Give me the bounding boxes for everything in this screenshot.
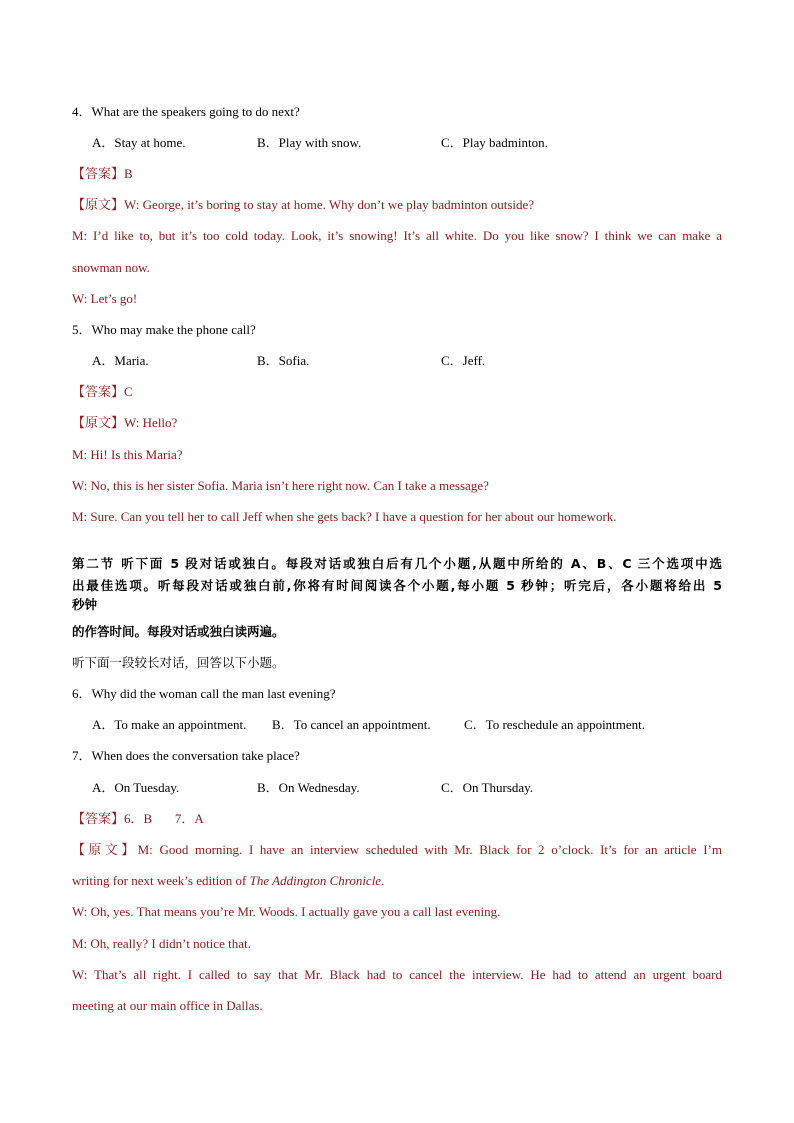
answer-value: C <box>124 384 133 399</box>
transcript-text: W: Hello? <box>124 415 178 430</box>
q6-7-transcript-line <box>72 873 384 889</box>
q6-option-c: C．To reschedule an appointment. <box>464 717 646 732</box>
q6-7-transcript-line: meeting at our main office in Dallas. <box>72 998 263 1013</box>
question-5-stem: 5．Who may make the phone call? <box>72 322 256 337</box>
section-2-heading-line: 秒钟 <box>72 597 98 612</box>
transcript-text: . <box>381 873 385 888</box>
q4-answer <box>72 166 133 182</box>
q4-transcript-line: W: Let’s go! <box>72 291 138 306</box>
q4-transcript-line: M: I’d like to, but it’s too cold today. Look, it’s snowing! It’s all white. Do you like snow? I think we can make a <box>72 228 722 243</box>
q6-7-answer <box>72 811 204 827</box>
q4-option-b: B．Play with snow. <box>257 135 362 150</box>
q7-option-a: A．On Tuesday. <box>92 780 180 795</box>
q6-7-transcript-line: W: Oh, yes. That means you’re Mr. Woods. I actually gave you a call last evening. <box>72 904 501 919</box>
q5-answer <box>72 384 133 400</box>
answer-tag: 【答案】 <box>72 166 125 181</box>
q5-option-b: B．Sofia. <box>257 353 310 368</box>
q4-option-a: A．Stay at home. <box>92 135 186 150</box>
q6-option-b: B．To cancel an appointment. <box>272 717 431 732</box>
answer-tag: 【答案】 <box>72 384 125 399</box>
q5-transcript-line: M: Sure. Can you tell her to call Jeff when she gets back? I have a question for her about our homework. <box>72 509 617 524</box>
transcript-tag: 【原文】 <box>72 415 125 430</box>
q6-7-transcript-line <box>72 842 722 858</box>
q5-transcript-line <box>72 415 177 431</box>
section-2-intro: 听下面一段较长对话，回答以下小题。 <box>72 655 285 670</box>
transcript-tag: 【原文】 <box>72 197 125 212</box>
q6-7-transcript-line: M: Oh, really? I didn’t notice that. <box>72 936 251 951</box>
transcript-text: W: George, it’s boring to stay at home. Why don’t we play badminton outside? <box>124 197 535 212</box>
q5-option-a: A．Maria. <box>92 353 149 368</box>
answer-value: B <box>124 166 133 181</box>
q7-option-c: C．On Thursday. <box>441 780 534 795</box>
q5-option-c: C．Jeff. <box>441 353 486 368</box>
q5-transcript-line: W: No, this is her sister Sofia. Maria isn’t here right now. Can I take a message? <box>72 478 489 493</box>
section-2-heading-line: 出最佳选项。听每段对话或独白前,你将有时间阅读各个小题,每小题 5 秒钟；听完后，各小题将给出 5 <box>72 578 722 593</box>
q6-option-a: A．To make an appointment. <box>92 717 247 732</box>
transcript-text: M: Good morning. I have an interview scheduled with Mr. Black for 2 o’clock. It’s for an article I’m <box>137 842 722 857</box>
section-2-heading-line: 第二节 听下面 5 段对话或独白。每段对话或独白后有几个小题,从题中所给的 A、B、C 三个选项中选 <box>72 556 722 571</box>
transcript-tag: 【原文】 <box>72 842 138 857</box>
transcript-text: writing for next week’s edition of <box>72 873 250 888</box>
publication-title: The Addington Chronicle <box>249 873 382 888</box>
question-7-stem: 7．When does the conversation take place? <box>72 748 300 763</box>
answer-value: 6．B 7．A <box>124 811 204 826</box>
section-2-heading-line: 的作答时间。每段对话或独白读两遍。 <box>72 624 285 639</box>
q7-option-b: B．On Wednesday. <box>257 780 360 795</box>
answer-tag: 【答案】 <box>72 811 125 826</box>
q4-transcript-line: snowman now. <box>72 260 150 275</box>
q6-7-transcript-line: W: That’s all right. I called to say that Mr. Black had to cancel the interview. He had to attend an urgent board <box>72 967 722 982</box>
q5-transcript-line: M: Hi! Is this Maria? <box>72 447 183 462</box>
question-4-stem: 4．What are the speakers going to do next? <box>72 104 300 119</box>
q4-transcript-line <box>72 197 534 213</box>
question-6-stem: 6．Why did the woman call the man last evening? <box>72 686 336 701</box>
q4-option-c: C．Play badminton. <box>441 135 548 150</box>
